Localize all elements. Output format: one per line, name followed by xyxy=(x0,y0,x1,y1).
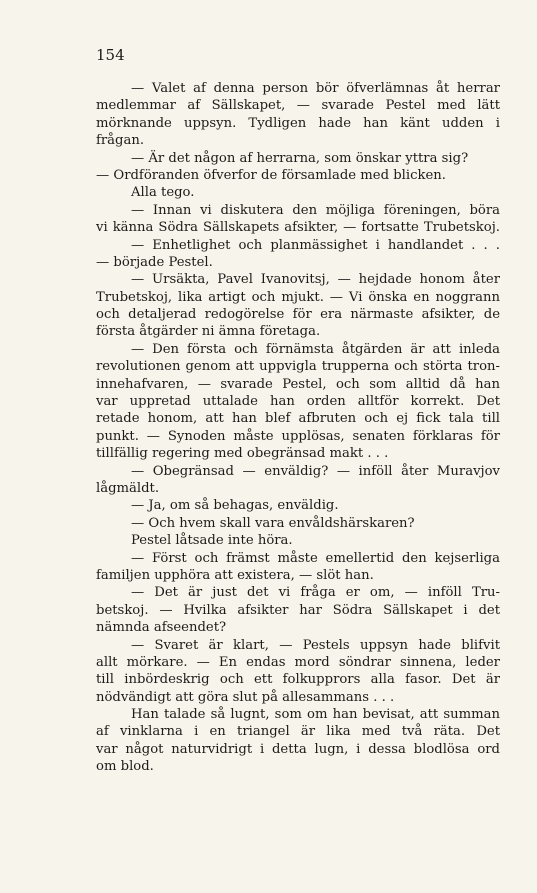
page-text-body xyxy=(96,80,500,776)
text-line: — Innan vi diskutera den möjliga föreningen, böra xyxy=(131,202,500,218)
text-line: lågmäldt. xyxy=(96,480,160,496)
text-line: Han talade så lugnt, som om han bevisat, att summan xyxy=(131,707,500,723)
text-line: — Valet af denna person bör öfverlämnas åt herrar xyxy=(131,81,500,96)
text-line: — Ordföranden öfverfor de församlade med blicken. xyxy=(96,167,446,183)
text-line: första åtgärder ni ämna företaga. xyxy=(96,324,321,340)
text-line: mörknande uppsyn. Tydligen hade han känt udden i xyxy=(96,115,500,131)
text-line: och detaljerad redogörelse för era närmaste afsikter, de xyxy=(96,307,500,323)
text-line: tillfällig regering med obegränsad makt . . . xyxy=(96,446,389,462)
text-line: — Ursäkta, Pavel Ivanovitsj, — hejdade honom åter xyxy=(131,272,500,288)
text-line: af vinklarna i en triangel är lika med två räta. Det xyxy=(96,724,500,740)
text-line: — Är det någon af herrarna, som önskar yttra sig? xyxy=(131,150,469,166)
text-line: — Först och främst måste emellertid den kejserliga xyxy=(131,550,500,566)
text-line: — Det är just det vi fråga er om, — inföll Tru- xyxy=(131,585,500,601)
text-line: — Enhetlighet och planmässighet i handlandet . . . xyxy=(131,237,500,253)
text-line: var uppretad uttalade han orden alltför korrekt. Det xyxy=(96,394,500,410)
text-line: allt mörkare. — En endas mord söndrar sinnena, leder xyxy=(96,654,500,670)
text-line: — Svaret är klart, — Pestels uppsyn hade blifvit xyxy=(131,637,500,653)
text-line: betskoj. — Hvilka afsikter har Södra Sällskapet i det xyxy=(96,602,500,618)
text-line: Alla tego. xyxy=(131,185,195,201)
text-line: retade honom, att han blef afbruten och ej fick tala till xyxy=(96,411,500,427)
text-line: — Ja, om så behagas, enväldig. xyxy=(131,498,339,514)
text-line: medlemmar af Sällskapet, — svarade Pestel med lätt xyxy=(96,98,500,114)
text-line: vi känna Södra Sällskapets afsikter, — fortsatte Trubetskoj. xyxy=(96,220,500,236)
text-line: — Den första och förnämsta åtgärden är att inleda xyxy=(131,341,500,357)
text-line: innehafvaren, — svarade Pestel, och som alltid då han xyxy=(96,376,500,392)
text-line: — Och hvem skall vara envåldshärskaren? xyxy=(131,515,415,531)
text-line: frågan. xyxy=(96,133,145,149)
text-line: revolutionen genom att uppvigla trupperna och störta tron- xyxy=(96,359,500,375)
text-line: Trubetskoj, lika artigt och mjukt. — Vi önska en noggrann xyxy=(96,289,500,305)
text-line: om blod. xyxy=(96,759,154,775)
text-line: punkt. — Synoden måste upplösas, senaten förklaras för xyxy=(96,428,500,444)
text-line: nödvändigt att göra slut på allesammans . . . xyxy=(96,689,395,705)
page-number: 154 xyxy=(96,46,125,64)
text-line: Pestel låtsade inte höra. xyxy=(131,533,293,549)
text-line: till inbördeskrig och ett folkupprors alla fasor. Det är xyxy=(96,672,500,688)
text-line: familjen upphöra att existera, — slöt han. xyxy=(96,567,374,583)
text-line: var något naturvidrigt i detta lugn, i dessa blodlösa ord xyxy=(96,741,500,757)
text-line: nämnda afseendet? xyxy=(96,620,227,636)
text-line: — Obegränsad — enväldig? — inföll åter Muravjov xyxy=(131,463,500,479)
text-line: — började Pestel. xyxy=(96,254,213,270)
